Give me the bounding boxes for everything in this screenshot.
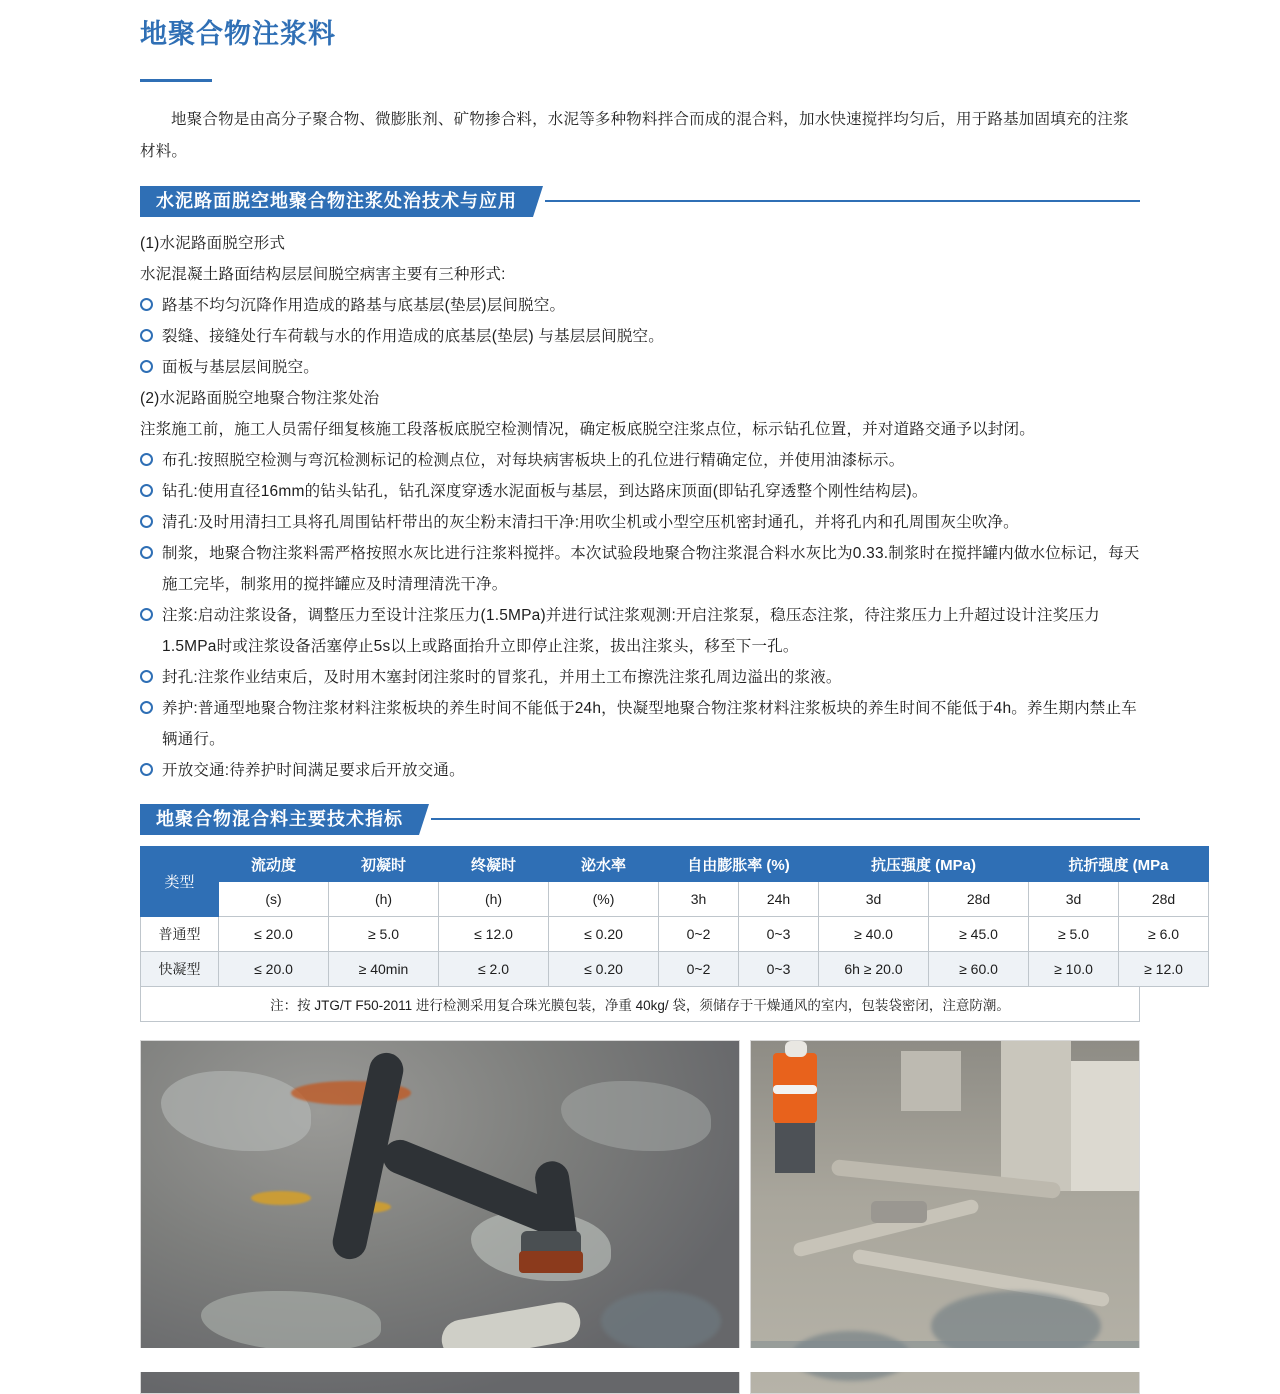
list-item-text: 封孔:注浆作业结束后，及时用木塞封闭注浆时的冒浆孔，并用土工布擦洗注浆孔周边溢出的浆液。 <box>162 669 842 686</box>
photo-row <box>140 1040 1140 1394</box>
table-note: 注：按 JTG/T F50-2011 进行检测采用复合珠光膜包装，净重 40kg/ 袋，须储存于干燥通风的室内，包装袋密闭，注意防潮。 <box>140 987 1140 1022</box>
list-item <box>140 693 1140 755</box>
section-heading-1-label: 水泥路面脱空地聚合物注浆处治技术与应用 <box>140 186 533 217</box>
subsection-1-list <box>140 290 1140 383</box>
cell: 6h ≥ 20.0 <box>819 952 929 987</box>
concrete-block <box>901 1051 961 1111</box>
intro-paragraph: 地聚合物是由高分子聚合物、微膨胀剂、矿物掺合料，水泥等多种物料拌合而成的混合料，加水快速搅拌均匀后，用于路基加固填充的注浆材料。 <box>140 111 1129 160</box>
subsection-1-lead: 水泥混凝土路面结构层层间脱空病害主要有三种形式: <box>140 266 506 283</box>
bullet-circle-icon <box>140 546 153 559</box>
list-item-text: 制浆，地聚合物注浆料需严格按照水灰比进行注浆料搅拌。本次试验段地聚合物注浆混合料水灰比为0.33.制浆时在搅拌罐内做水位标记，每天施工完毕，制浆用的搅拌罐应及时清理清洗干净。 <box>162 545 1140 593</box>
table-row <box>141 917 1209 952</box>
th-flow: 流动度 <box>219 847 329 882</box>
table-header-row <box>141 847 1209 882</box>
cell: ≤ 0.20 <box>549 952 659 987</box>
th-comp-3d: 3d <box>819 882 929 917</box>
list-item-text: 清孔:及时用清扫工具将孔周围钻杆带出的灰尘粉末清扫干净:用吹尘机或小型空压机密封通孔，并将孔内和孔周围灰尘吹净。 <box>162 514 1019 531</box>
th-type: 类型 <box>141 847 219 917</box>
section-heading-1 <box>140 186 1140 216</box>
subsection-2-title: (2)水泥路面脱空地聚合物注浆处治 <box>140 390 380 407</box>
concrete-block <box>1071 1061 1140 1191</box>
th-unit-h-final: (h) <box>439 882 549 917</box>
th-24h: 24h <box>739 882 819 917</box>
list-item <box>140 290 1140 321</box>
list-item <box>140 321 1140 352</box>
th-unit-percent: (%) <box>549 882 659 917</box>
worker-helmet <box>785 1041 807 1057</box>
subsection-2-lead: 注浆施工前，施工人员需仔细复核施工段落板底脱空检测情况，确定板底脱空注浆点位，标示钻孔位置，并对道路交通予以封闭。 <box>140 421 1035 438</box>
th-compressive-strength: 抗压强度 (MPa) <box>819 847 1029 882</box>
section-heading-2-rule <box>431 818 1140 820</box>
page-title: 地聚合物注浆料 <box>140 19 336 49</box>
title-underline <box>140 79 212 82</box>
paint-mark <box>251 1191 311 1205</box>
cell: 0~3 <box>739 952 819 987</box>
bullet-circle-icon <box>140 329 153 342</box>
th-free-expansion: 自由膨胀率 (%) <box>659 847 819 882</box>
th-comp-28d: 28d <box>929 882 1029 917</box>
th-flex-28d: 28d <box>1119 882 1209 917</box>
concrete-block <box>1001 1041 1071 1191</box>
list-item-text: 养护:普通型地聚合物注浆材料注浆板块的养生时间不能低于24h，快凝型地聚合物注浆材料注浆板块的养生时间不能低于4h。养生期内禁止车辆通行。 <box>162 700 1137 748</box>
cell: ≥ 40.0 <box>819 917 929 952</box>
list-item <box>140 538 1140 600</box>
bullet-circle-icon <box>140 701 153 714</box>
cell: ≤ 2.0 <box>439 952 549 987</box>
bullet-circle-icon <box>140 608 153 621</box>
cell: ≥ 40min <box>329 952 439 987</box>
bullet-circle-icon <box>140 484 153 497</box>
th-unit-s: (s) <box>219 882 329 917</box>
list-item-text: 注浆:启动注浆设备，调整压力至设计注浆压力(1.5MPa)并进行试注浆观测:开启注浆泵，稳压态注浆，待注浆压力上升超过设计注奖压力1.5MPa时或注浆设备活塞停止5s以上或路面抬升立即停止注浆，拔出注浆头，移至下一孔。 <box>162 607 1100 655</box>
list-item <box>140 755 1140 786</box>
grout-head <box>519 1251 583 1273</box>
bullet-circle-icon <box>140 453 153 466</box>
cell: ≥ 5.0 <box>1029 917 1119 952</box>
list-item <box>140 352 1140 383</box>
worker-vest-stripe <box>773 1085 817 1094</box>
list-item <box>140 445 1140 476</box>
list-item-text: 裂缝、接缝处行车荷载与水的作用造成的底基层(垫层) 与基层层间脱空。 <box>162 328 664 345</box>
cell: ≤ 20.0 <box>219 952 329 987</box>
bullet-circle-icon <box>140 670 153 683</box>
th-unit-h-initial: (h) <box>329 882 439 917</box>
list-item-text: 路基不均匀沉降作用造成的路基与底基层(垫层)层间脱空。 <box>162 297 566 314</box>
wet-spot <box>601 1291 721 1351</box>
bullet-circle-icon <box>140 515 153 528</box>
cell: 0~3 <box>739 917 819 952</box>
spec-table-wrapper <box>140 846 1183 1022</box>
spec-table <box>140 846 1209 987</box>
page-bottom-edge <box>0 1348 1280 1372</box>
section-heading-2-label: 地聚合物混合料主要技术指标 <box>140 804 419 835</box>
table-row <box>141 952 1209 987</box>
list-item-text: 布孔:按照脱空检测与弯沉检测标记的检测点位，对每块病害板块上的孔位进行精确定位，并使用油漆标示。 <box>162 452 905 469</box>
cell: ≥ 5.0 <box>329 917 439 952</box>
subsection-1-title: (1)水泥路面脱空形式 <box>140 235 286 252</box>
cell: ≤ 20.0 <box>219 917 329 952</box>
cell: ≥ 6.0 <box>1119 917 1209 952</box>
cell: ≥ 12.0 <box>1119 952 1209 987</box>
th-flex-3d: 3d <box>1029 882 1119 917</box>
bullet-circle-icon <box>140 763 153 776</box>
list-item <box>140 507 1140 538</box>
cell: ≥ 60.0 <box>929 952 1029 987</box>
table-subheader-row <box>141 882 1209 917</box>
cell: ≥ 10.0 <box>1029 952 1119 987</box>
list-item <box>140 600 1140 662</box>
bullet-circle-icon <box>140 298 153 311</box>
section-heading-2 <box>140 804 1140 834</box>
row-label: 快凝型 <box>141 952 219 987</box>
cell: ≤ 12.0 <box>439 917 549 952</box>
cell: ≥ 45.0 <box>929 917 1029 952</box>
cell: 0~2 <box>659 952 739 987</box>
th-final-set: 终凝时 <box>439 847 549 882</box>
list-item-text: 面板与基层层间脱空。 <box>162 359 320 376</box>
list-item <box>140 662 1140 693</box>
section-heading-1-rule <box>545 200 1140 202</box>
worker-legs <box>775 1123 815 1173</box>
list-item <box>140 476 1140 507</box>
photo-worker-grouting-site <box>750 1040 1140 1394</box>
cell: ≤ 0.20 <box>549 917 659 952</box>
th-flexural-strength: 抗折强度 (MPa <box>1029 847 1209 882</box>
grout-nozzle <box>871 1201 927 1223</box>
subsection-2-list <box>140 445 1140 786</box>
photo-grouting-hose-on-pavement <box>140 1040 740 1394</box>
row-label: 普通型 <box>141 917 219 952</box>
list-item-text: 开放交通:待养护时间满足要求后开放交通。 <box>162 762 465 779</box>
th-3h: 3h <box>659 882 739 917</box>
th-initial-set: 初凝时 <box>329 847 439 882</box>
bullet-circle-icon <box>140 360 153 373</box>
th-bleed-rate: 泌水率 <box>549 847 659 882</box>
list-item-text: 钻孔:使用直径16mm的钻头钻孔，钻孔深度穿透水泥面板与基层，到达路床顶面(即钻孔穿透整个刚性结构层)。 <box>162 483 928 500</box>
cell: 0~2 <box>659 917 739 952</box>
